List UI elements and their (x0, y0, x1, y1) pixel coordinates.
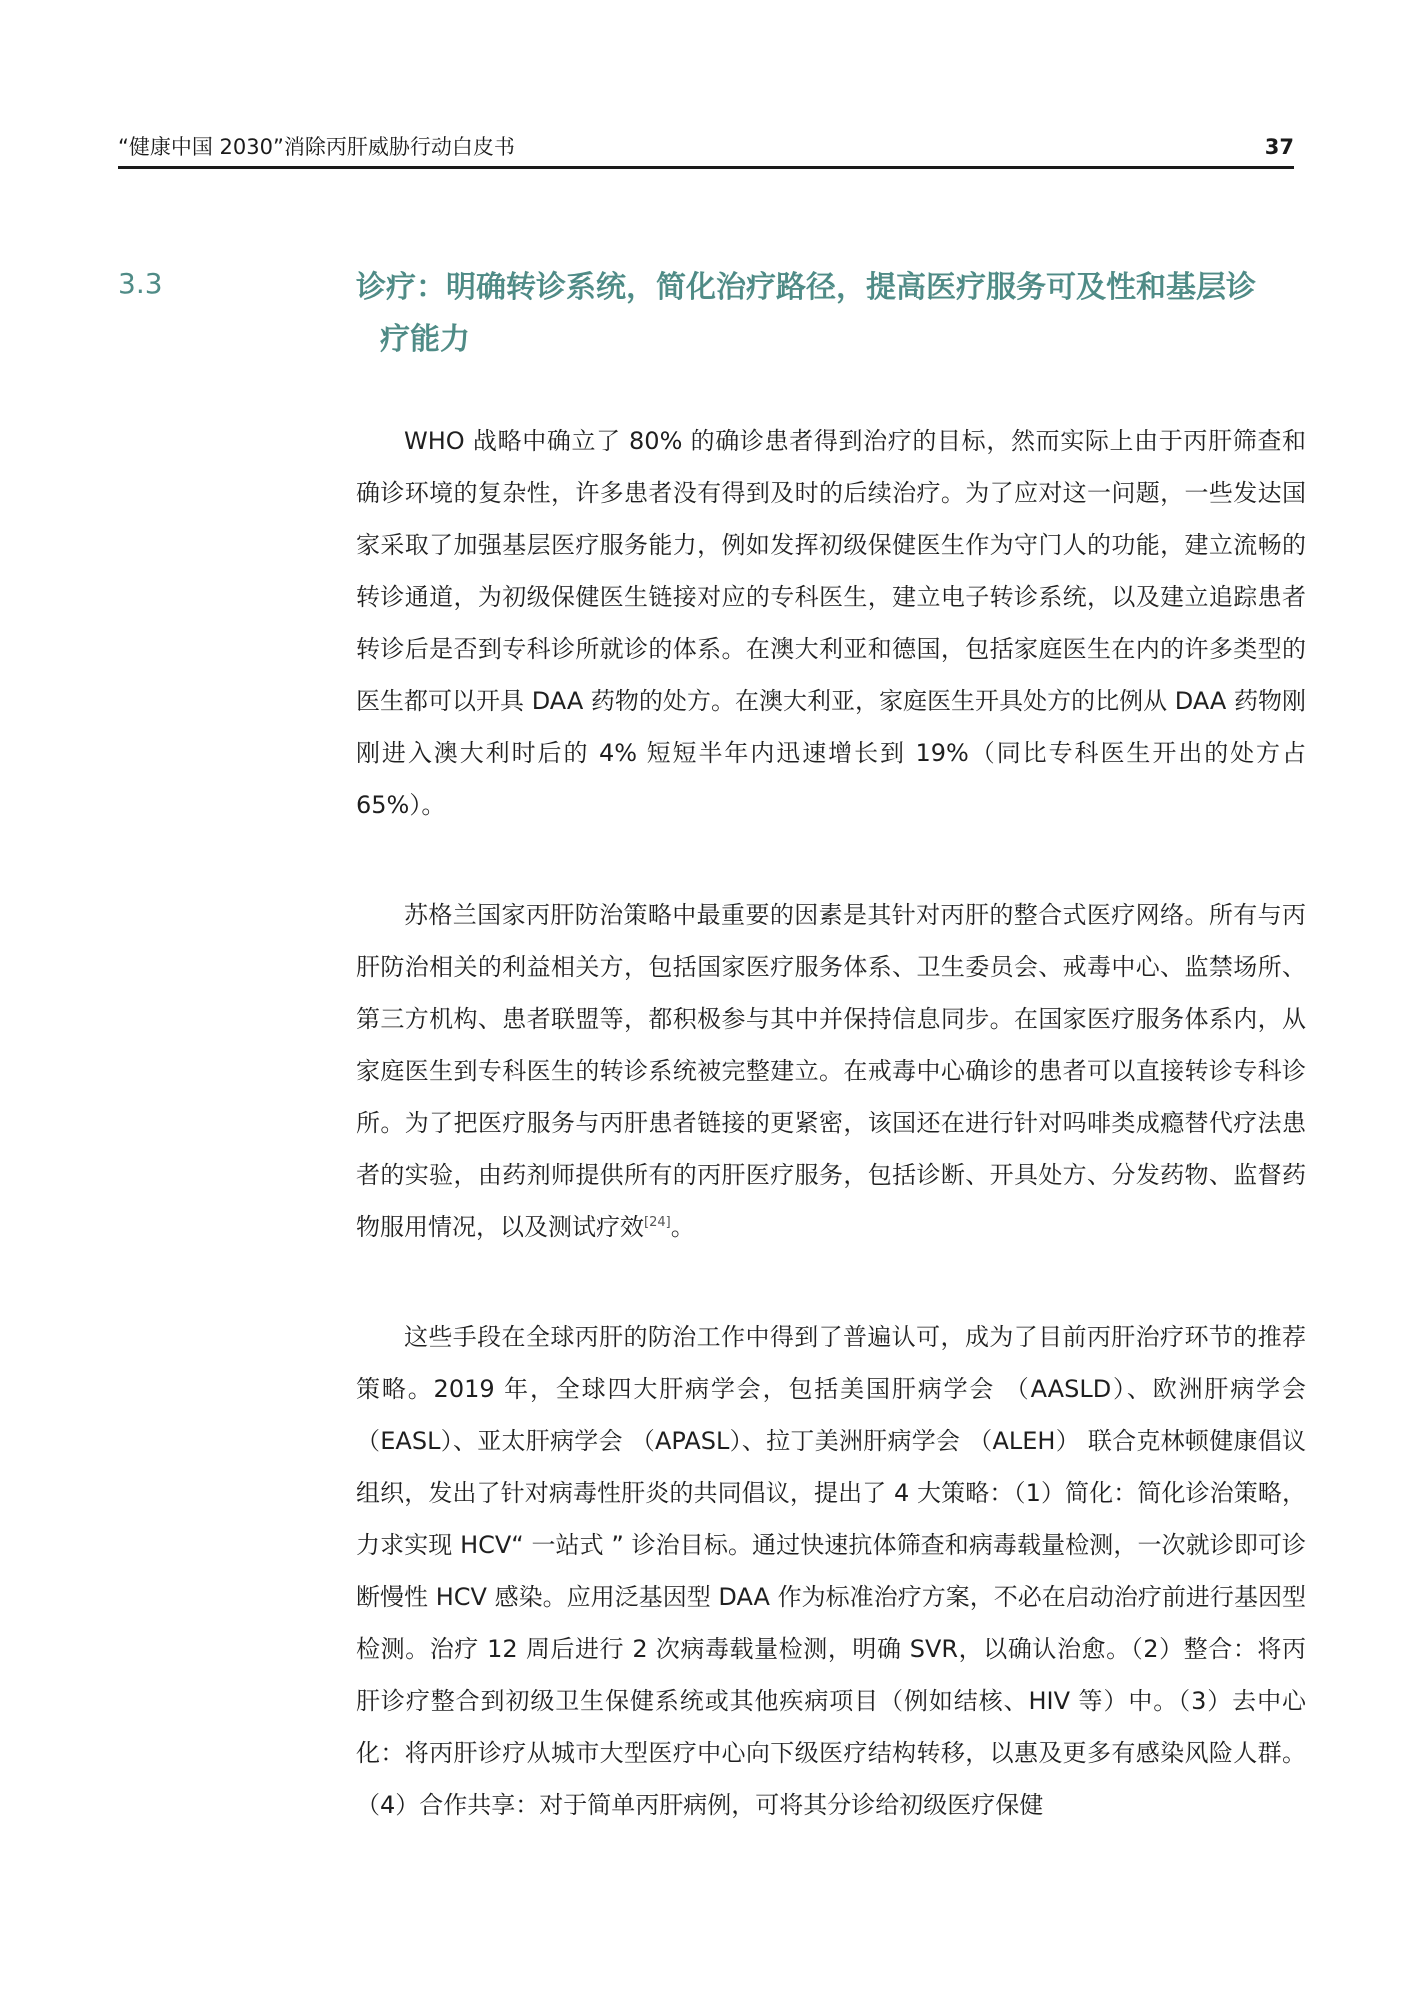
section-title-line-2: 疗能力 (380, 322, 470, 357)
header-divider (118, 166, 1294, 169)
section-title-line-1: 诊疗：明确转诊系统，简化治疗路径，提高医疗服务可及性和基层诊 (356, 270, 1256, 305)
page-number: 37 (1264, 135, 1294, 159)
paragraph-2-end: 。 (670, 1213, 695, 1241)
paragraph-2-text: 苏格兰国家丙肝防治策略中最重要的因素是其针对丙肝的整合式医疗网络。所有与丙肝防治相关的利益相关方，包括国家医疗服务体系、卫生委员会、戒毒中心、监禁场所、第三方机构、患者联盟等，都积极参与其中并保持信息同步。在国家医疗服务体系内，从家庭医生到专科医生的转诊系统被完整建立。在戒毒中心确诊的患者可以直接转诊专科诊所。为了把医疗服务与丙肝患者链接的更紧密，该国还在进行针对吗啡类成瘾替代疗法患者的实验，由药剂师提供所有的丙肝医疗服务，包括诊断、开具处方、分发药物、监督药物服用情况，以及测试疗效 (356, 901, 1306, 1241)
paragraph-2 (356, 889, 1306, 1253)
page-header (118, 128, 1294, 168)
paragraph-3: 这些手段在全球丙肝的防治工作中得到了普遍认可，成为了目前丙肝治疗环节的推荐策略。2019 年，全球四大肝病学会，包括美国肝病学会 （AASLD）、欧洲肝病学会 （EASL）、亚太肝病学会 （APASL）、拉丁美洲肝病学会 （ALEH） 联合克林顿健康倡议组织，发出了针对病毒性肝炎的共同倡议，提出了 4 大策略：（1）简化：简化诊治策略，力求实现 HCV“ 一站式 ” 诊治目标。通过快速抗体筛查和病毒载量检测，一次就诊即可诊断慢性 HCV 感染。应用泛基因型 DAA 作为标准治疗方案，不必在启动治疗前进行基因型检测。治疗 12 周后进行 2 次病毒载量检测，明确 SVR，以确认治愈。（2）整合：将丙肝诊疗整合到初级卫生保健系统或其他疾病项目（例如结核、HIV 等）中。（3）去中心化：将丙肝诊疗从城市大型医疗中心向下级医疗结构转移，以惠及更多有感染风险人群。（4）合作共享：对于简单丙肝病例，可将其分诊给初级医疗保健 (356, 1323, 1306, 1819)
section-number: 3.3 (118, 267, 163, 300)
document-title: “健康中国 2030”消除丙肝威胁行动白皮书 (118, 135, 515, 159)
section-title (356, 262, 1306, 366)
paragraph-1: WHO 战略中确立了 80% 的确诊患者得到治疗的目标，然而实际上由于丙肝筛查和确诊环境的复杂性，许多患者没有得到及时的后续治疗。为了应对这一问题，一些发达国家采取了加强基层医疗服务能力，例如发挥初级保健医生作为守门人的功能，建立流畅的转诊通道，为初级保健医生链接对应的专科医生，建立电子转诊系统，以及建立追踪患者转诊后是否到专科诊所就诊的体系。在澳大利亚和德国，包括家庭医生在内的许多类型的医生都可以开具 DAA 药物的处方。在澳大利亚，家庭医生开具处方的比例从 DAA 药物刚刚进入澳大利时后的 4% 短短半年内迅速增长到 19%（同比专科医生开出的处方占 65%）。 (356, 427, 1306, 819)
citation-marker[interactable]: [24] (644, 1215, 671, 1230)
